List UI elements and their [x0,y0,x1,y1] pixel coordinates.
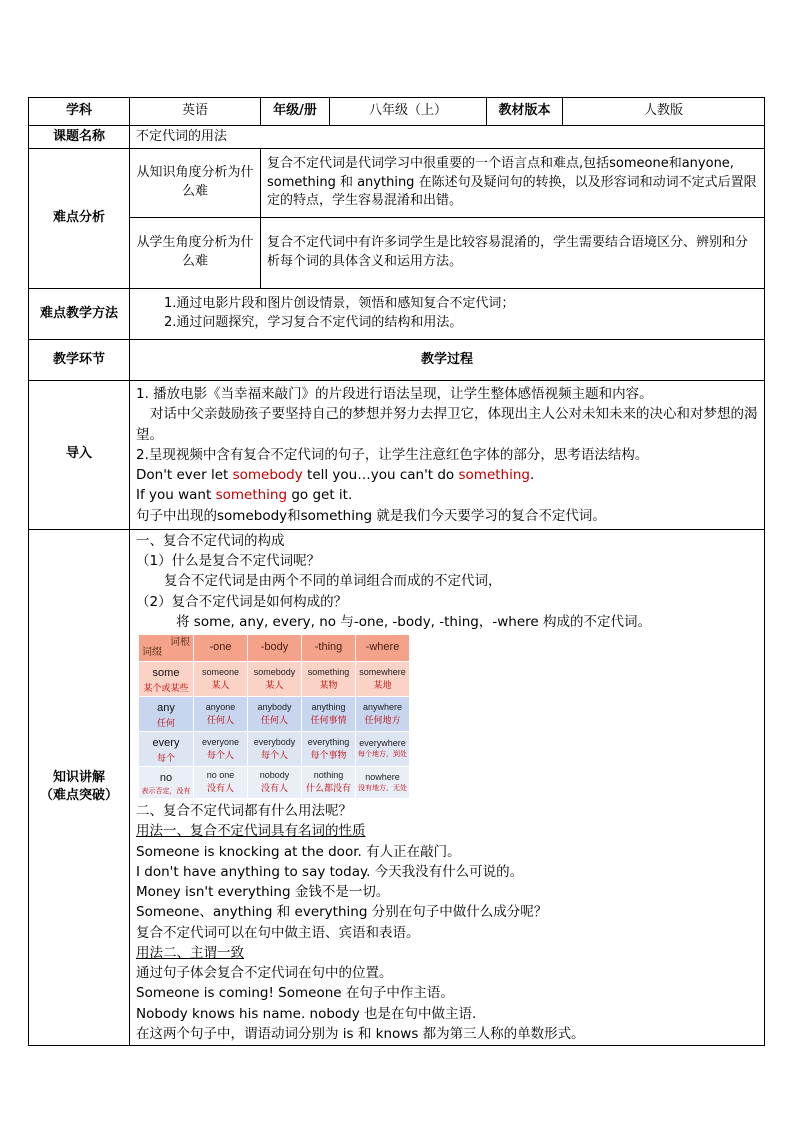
highlight-word: somebody [232,467,303,483]
subject-value: 英语 [130,98,261,126]
table-cell [194,696,248,731]
corner-bottom-label: 词缀 [142,646,162,658]
intro-line: 句子中出现的somebody和something 就是我们今天要学习的复合不定代词。 [136,507,606,524]
table-cell [248,696,302,731]
column-header: -thing [302,635,356,662]
cell-word: nowhere [365,771,400,782]
row-key-meaning: 表示否定，没有 [141,787,191,795]
method-item: 1.通过电影片段和图片创设情景，领悟和感知复合不定代词； [164,296,515,312]
explanation: 在这两个句子中，谓语动词分别为 is 和 knows 都为第三人称的单数形式。 [136,1025,585,1042]
corner-top-label: 词根 [170,637,190,648]
process-label: 教学过程 [130,340,765,381]
difficulty-label: 难点分析 [29,149,130,289]
edition-label: 教材版本 [487,98,563,126]
row-key-word: no [159,771,173,784]
intro-line: 对话中父亲鼓励孩子要坚持自己的梦想并努力去捍卫它，体现出主人公对未知未来的决心和对梦想的渴望。 [136,406,758,443]
table-cell [194,766,248,798]
table-row [139,731,410,766]
row-key-word: every [152,736,180,749]
row-key-meaning: 任何 [156,717,175,728]
cell-meaning: 任何人 [206,714,234,725]
example-sentence: I don't have anything to say today. 今天我没有什么可说的。 [136,863,524,880]
process-header-row [29,340,765,381]
difficulty-knowledge-row [29,149,765,218]
sentence-part: Don't ever let [136,467,233,483]
grade-value: 八年级（上） [330,98,487,126]
question: Someone、anything 和 everything 分别在句子中做什么成分呢？ [136,904,548,921]
table-row [139,766,410,798]
method-item: 2.通过问题探究，学习复合不定代词的结构和用法。 [164,315,463,330]
sentence-part: go get it. [287,487,353,504]
cell-word: somewhere [359,666,406,677]
intro-line: 2.呈现视频中含有复合不定代词的句子，让学生注意红色字体的部分，思考语法结构。 [136,446,649,463]
knowledge-label: 知识讲解 [52,769,105,785]
cell-word: everything [307,736,350,747]
row-key-meaning: 每个 [156,752,175,763]
row-key-word: some [152,667,180,679]
cell-meaning: 某人 [265,679,284,690]
knowledge-angle-label: 从知识角度分析为什么难 [130,149,261,218]
methods-row [29,289,765,340]
cell-word: anything [311,701,346,712]
table-cell [302,662,356,697]
table-cell [248,766,302,798]
cell-word: someone [201,666,240,677]
section-heading: 二、复合不定代词都有什么用法呢？ [136,803,352,820]
cell-meaning: 没有人 [206,783,234,794]
edition-value: 人教版 [563,98,765,126]
table-cell [248,662,302,697]
sentence-part: tell you…you can't do [302,467,459,483]
table-cell [302,731,356,766]
question: （1）什么是复合不定代词呢？ [136,553,321,569]
knowledge-label-cell [29,529,130,1045]
cell-meaning: 什么都没有 [305,783,351,794]
table-row [139,662,410,697]
table-cell [356,696,410,731]
column-header: -one [194,635,248,662]
header-row [29,98,765,126]
column-header: -where [356,635,410,662]
topic-row [29,126,765,149]
cell-meaning: 没有地方，无处 [358,784,407,792]
cell-word: everybody [253,736,296,747]
topic-value: 不定代词的用法 [130,126,765,149]
usage-heading: 用法一、复合不定代词具有名词的性质 [136,823,366,840]
cell-meaning: 任何地方 [364,714,401,725]
section-heading: 一、复合不定代词的构成 [136,532,285,549]
column-header: -body [248,635,302,662]
example-sentence: Someone is knocking at the door. 有人正在敲门。 [136,843,461,860]
table-cell [302,766,356,798]
table-cell [356,766,410,798]
student-angle-label: 从学生角度分析为什么难 [130,218,261,289]
corner-cell [139,635,194,662]
cell-word: anywhere [362,701,403,712]
example-sentence: Money isn't everything 金钱不是一切。 [136,884,390,901]
row-key [139,696,194,731]
question: （2）复合不定代词是如何构成的？ [136,593,348,610]
knowledge-row [29,529,765,1045]
cell-word: anyone [205,701,236,712]
example-sentence: Someone is coming! Someone 在句子中作主语。 [136,985,454,1002]
methods-label: 难点教学方法 [29,289,130,340]
highlight-word: something [215,487,288,504]
example-sentence: Nobody knows his name. nobody 也是在句中做主语. [136,1005,477,1022]
subject-label: 学科 [29,98,130,126]
cell-meaning: 每个事物 [310,749,347,760]
cell-word: everyone [201,736,240,747]
cell-word: something [307,666,350,677]
cell-meaning: 每个人 [206,749,234,760]
cell-meaning: 每个人 [260,749,288,760]
sentence-part: If you want [136,487,216,504]
intro-content [130,381,765,530]
table-cell [194,662,248,697]
cell-word: anybody [257,701,292,712]
intro-line: 1. 播放电影《当幸福来敲门》的片段进行语法呈现，让学生整体感悟视频主题和内容。 [136,386,653,402]
cell-word: everywhere [359,738,406,749]
topic-label: 课题名称 [29,126,130,149]
methods-list [130,289,765,340]
difficulty-student-row [29,218,765,289]
knowledge-content [130,529,765,1045]
stage-label: 教学环节 [29,340,130,381]
answer: 复合不定代词是由两个不同的单词组合而成的不定代词， [164,573,502,590]
cell-meaning: 某物 [319,679,338,690]
cell-meaning: 每个地方，到处 [358,751,407,759]
row-key [139,766,194,798]
lesson-plan-page [28,97,764,1046]
sentence-part: . [529,467,535,483]
student-angle-text: 复合不定代词中有许多词学生是比较容易混淆的，学生需要结合语境区分、辨别和分析每个词的具体含义和运用方法。 [261,218,765,289]
table-cell [356,731,410,766]
lesson-plan-table [28,97,765,1046]
cell-word: no one [206,770,235,781]
highlight-word: something [458,467,530,483]
usage-heading: 用法二、主谓一致 [136,944,244,961]
knowledge-angle-text: 复合不定代词是代词学习中很重要的一个语言点和难点,包括someone和anyone, something 和 anything 在陈述句及疑问句的转换，以及形容词和动词不定式后置限定的特点，学生容易混淆和出错。 [261,149,765,218]
row-key-word: any [157,701,175,714]
row-key [139,662,194,697]
cell-word: nobody [259,770,290,781]
answer: 将 some, any, every, no 与-one, -body, -thing，-where 构成的不定代词。 [176,613,651,630]
cell-meaning: 某人 [211,679,230,690]
table-row [139,696,410,731]
example-sentence [136,465,758,485]
table-cell [194,731,248,766]
row-key-meaning: 某个或某些 [143,682,189,693]
table-cell [356,662,410,697]
grade-label: 年级/册 [261,98,330,126]
cell-meaning: 任何人 [260,714,288,725]
explanation: 通过句子体会复合不定代词在句中的位置。 [136,965,393,982]
cell-meaning: 任何事情 [310,714,347,725]
table-cell [302,696,356,731]
cell-meaning: 没有人 [260,783,288,794]
example-sentence [136,485,758,505]
word-formation-table [138,634,410,799]
intro-row [29,381,765,530]
knowledge-label-sub: （难点突破） [39,788,118,804]
row-key [139,731,194,766]
answer: 复合不定代词可以在句中做主语、宾语和表语。 [136,924,420,941]
cell-word: nothing [313,770,344,781]
intro-label: 导入 [29,381,130,530]
cell-meaning: 某地 [373,679,392,690]
table-cell [248,731,302,766]
cell-word: somebody [253,666,296,677]
